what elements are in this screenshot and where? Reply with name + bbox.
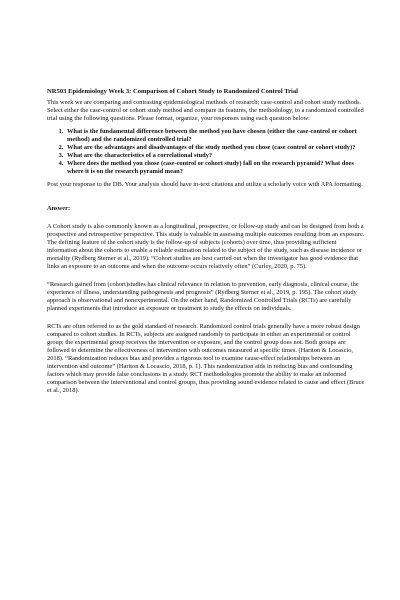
question-item: 3. What are the characteristics of a correlational study? (65, 152, 366, 160)
intro-paragraph: This week we are comparing and contrasting epidemiological methods of research; case-control and cohort study methods. Select either the case-control or cohort study method and compare its features, the methodology, to a randomized controlled trial using the following questions. Please format, organize, your responses using each question below: (47, 99, 364, 122)
question-item: 2. What are the advantages and disadvantages of the study method you chose (case control or cohort study)? (65, 144, 366, 152)
question-list (47, 128, 366, 176)
answer-heading: Answer: (47, 205, 71, 212)
answer-paragraph: A Cohort study is also commonly known as a longitudinal, prospective, or follow-up study and can be designed from both a prospective and retrospective perspective. This study is valuable in assessing multiple outcomes resulting from an exposure. The defining feature of the cohort study is the follow-up of subjects (cohorts) over time, thus providing sufficient information about the cohorts to enable a reliable estimation related to the subject of the study, such as disease incidence or mortality (Rydberg Sterner et al., 2019). “Cohort studies are best carried out when the investigator has good evidence that links an exposure to an outcome and when the outcome occurs relatively often” (Curley, 2020, p. 75). (47, 223, 365, 270)
answer-paragraph: RCTs are often referred to as the gold standard of research. Randomized control trials generally have a more robust design compared to cohort studies. In RCTs, subjects are assigned randomly to participate in either an experimental or control group; the experimental group receives the intervention or exposure, and the control group does not. Both groups are followed to determine the effectiveness of intervention with outcomes measured at specific times. (Hariton & Locascio, 2018). “Randomization reduces bias and provides a rigorous tool to examine cause-effect relationships between an intervention and outcome” (Hariton & Locascio, 2018, p. 1). This randomization aids in reducing bias and confounding factors which may provide false conclusions in a study. RCT methodologies promote the ability to make an informed comparison between the interventional and control groups, thus providing sound evidence related to cause and effect (Bruce et al., 2018). (47, 323, 365, 394)
document-title: NR503 Epidemiology Week 3: Comparison of Cohort Study to Randomized Control Trial (47, 88, 299, 95)
question-item: 1. What is the fundamental difference between the method you have chosen (either the case-control or cohort method) and the randomized controlled trial? (65, 128, 366, 144)
answer-paragraph: “Research gained from (cohort)studies has clinical relevance in relation to prevention, early diagnosis, clinical course, the experience of illness, understanding pathogenesis and prognosis” (Rydberg Sterner et al., 2019, p. 195). The cohort study approach is observational and nonexperimental. On the other hand, Randomized Controlled Trials (RCTs) are carefully planned experiments that introduce an exposure or treatment to study the effects on individuals. (47, 281, 359, 312)
post-instructions: Post your response to the DB. Your analysis should have in-text citations and utilize a scholarly voice with APA formatting. (47, 181, 363, 188)
question-item: 4. Where does the method you chose (case-control or cohort study) fall on the research pyramid? What does where it is on the research pyramid mean? (65, 160, 366, 176)
